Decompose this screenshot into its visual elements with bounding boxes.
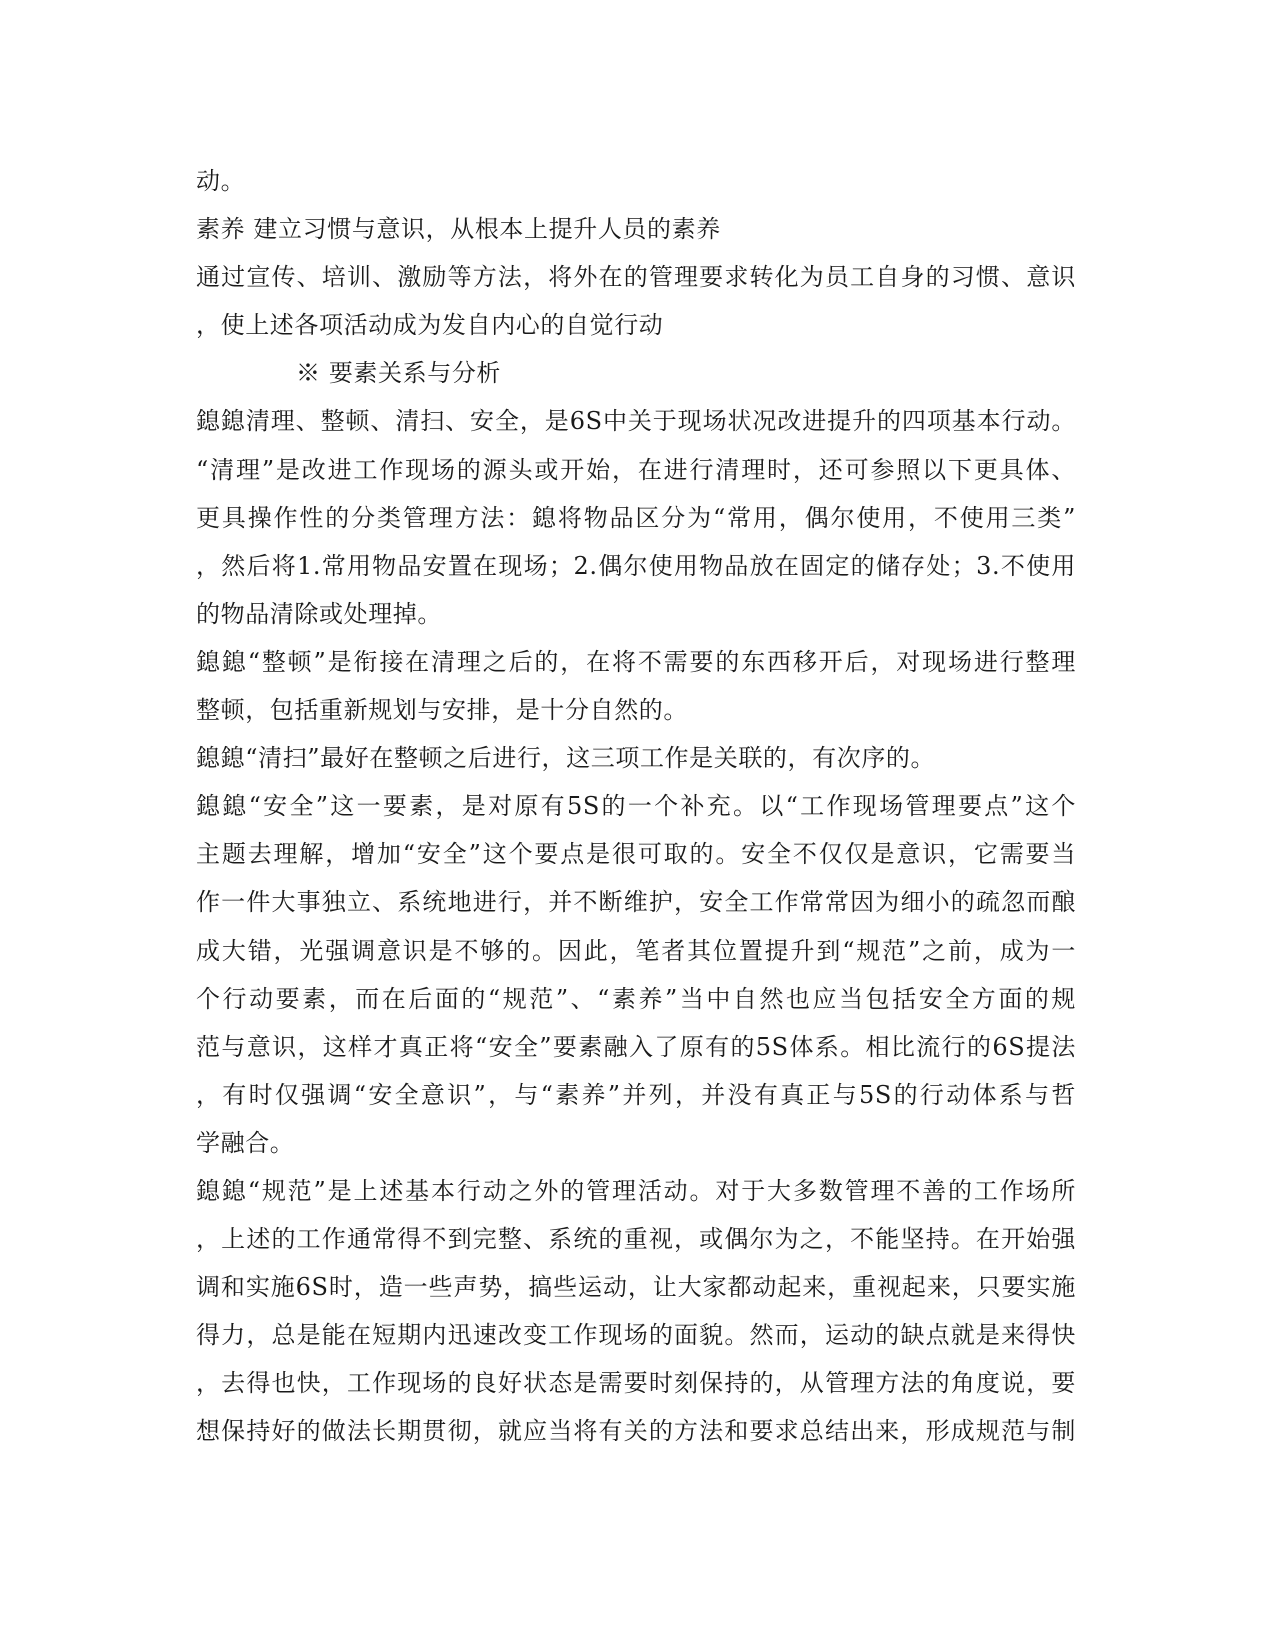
text-line: “清理”是改进工作现场的源头或开始，在进行清理时，还可参照以下更具体、 [196, 455, 1076, 484]
text-line: 范与意识，这样才真正将“安全”要素融入了原有的5S体系。相比流行的6S提法 [196, 1032, 1076, 1061]
text-line: ，去得也快，工作现场的良好状态是需要时刻保持的，从管理方法的角度说，要 [196, 1369, 1076, 1398]
text-line: 更具操作性的分类管理方法：鎴将物品区分为“常用，偶尔使用，不使用三类” [196, 503, 1076, 532]
text-line: 想保持好的做法长期贯彻，就应当将有关的方法和要求总结出来，形成规范与制 [196, 1417, 1076, 1446]
text-line: 鎴鎴“安全”这一要素，是对原有5S的一个补充。以“工作现场管理要点”这个 [196, 792, 1076, 821]
text-line: ，有时仅强调“安全意识”，与“素养”并列，并没有真正与5S的行动体系与哲 [196, 1080, 1076, 1109]
text-line: 动。 [196, 167, 246, 195]
text-line: ，使上述各项活动成为发自内心的自觉行动 [196, 311, 664, 340]
text-line: 的物品清除或处理掉。 [196, 599, 442, 628]
text-line: 鎴鎴清理、整顿、清扫、安全，是6S中关于现场状况改进提升的四项基本行动。 [196, 407, 1076, 436]
section-heading: ※ 要素关系与分析 [296, 359, 502, 388]
text-line: 调和实施6S时，造一些声势，搞些运动，让大家都动起来，重视起来，只要实施 [196, 1273, 1076, 1302]
text-line: 鎴鎴“规范”是上述基本行动之外的管理活动。对于大多数管理不善的工作场所 [196, 1176, 1076, 1205]
text-line: ，然后将1.常用物品安置在现场；2.偶尔使用物品放在固定的储存处；3.不使用 [196, 551, 1076, 580]
text-line: 作一件大事独立、系统地进行，并不断维护，安全工作常常因为细小的疏忽而酿 [196, 888, 1076, 917]
text-line: ，上述的工作通常得不到完整、系统的重视，或偶尔为之，不能坚持。在开始强 [196, 1225, 1076, 1254]
text-line: 整顿，包括重新规划与安排，是十分自然的。 [196, 696, 688, 725]
text-line: 得力，总是能在短期内迅速改变工作现场的面貌。然而，运动的缺点就是来得快 [196, 1321, 1076, 1350]
text-line: 鎴鎴“清扫”最好在整顿之后进行，这三项工作是关联的，有次序的。 [196, 744, 936, 773]
body-text [196, 157, 1076, 1456]
text-line: 学融合。 [196, 1128, 295, 1157]
text-line: 主题去理解，增加“安全”这个要点是很可取的。安全不仅仅是意识，它需要当 [196, 840, 1076, 869]
text-line: 成大错，光强调意识是不够的。因此，笔者其位置提升到“规范”之前，成为一 [196, 936, 1076, 965]
text-line: 个行动要素，而在后面的“规范”、“素养”当中自然也应当包括安全方面的规 [196, 984, 1076, 1013]
text-line: 通过宣传、培训、激励等方法，将外在的管理要求转化为员工自身的习惯、意识 [196, 263, 1076, 292]
text-line: 素养 建立习惯与意识，从根本上提升人员的素养 [196, 215, 721, 244]
text-line: 鎴鎴“整顿”是衔接在清理之后的，在将不需要的东西移开后，对现场进行整理 [196, 647, 1076, 676]
